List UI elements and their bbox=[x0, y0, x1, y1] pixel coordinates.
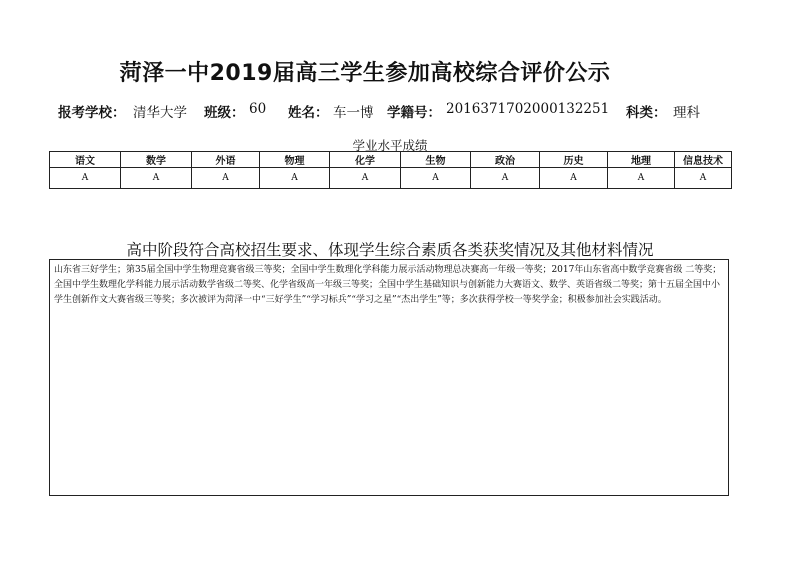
track-value: 理科 bbox=[673, 105, 700, 121]
grades-table bbox=[49, 151, 732, 189]
score-cell: A bbox=[471, 168, 540, 189]
subject-header-row bbox=[50, 152, 732, 168]
subject-header: 外语 bbox=[192, 152, 260, 168]
subject-header: 历史 bbox=[540, 152, 608, 168]
score-cell: A bbox=[608, 168, 675, 189]
name-value: 车一博 bbox=[333, 105, 374, 121]
id-label: 学籍号： bbox=[387, 105, 441, 121]
awards-content: 山东省三好学生；第35届全国中学生物理竞赛省级三等奖；全国中学生数理化学科能力展示活动物理总决赛高一年级一等奖；2017年山东省高中数学竞赛省级 二等奖；全国中学生数理化学科能力展示活动数学省级二等奖、化学省级高一年级三等奖；全国中学生基础知识与创新能力大赛语文、数学、英语省级二等奖；第十五届全国中小学生创新作文大赛省级三等奖；多次被评为菏泽一中“三好学生”“学习标兵”“学习之星”“杰出学生”等；多次获得学校一等奖学金；积极参加社会实践活动。 bbox=[49, 259, 729, 496]
subject-header: 语文 bbox=[50, 152, 121, 168]
score-cell: A bbox=[540, 168, 608, 189]
score-cell: A bbox=[260, 168, 330, 189]
grades-section-title: 学业水平成绩 bbox=[352, 138, 428, 153]
score-cell: A bbox=[192, 168, 260, 189]
subject-header: 物理 bbox=[260, 152, 330, 168]
class-label: 班级： bbox=[204, 105, 245, 121]
subject-header: 生物 bbox=[401, 152, 471, 168]
class-value: 60 bbox=[249, 101, 267, 117]
score-cell: A bbox=[675, 168, 732, 189]
score-cell: A bbox=[330, 168, 401, 189]
id-value: 2016371702000132251 bbox=[446, 101, 610, 117]
score-row bbox=[50, 168, 732, 189]
school-label: 报考学校： bbox=[58, 105, 126, 121]
score-cell: A bbox=[401, 168, 471, 189]
page-title: 菏泽一中2019届高三学生参加高校综合评价公示 bbox=[119, 61, 611, 86]
subject-header: 信息技术 bbox=[675, 152, 732, 168]
subject-header: 数学 bbox=[121, 152, 192, 168]
student-info bbox=[0, 101, 800, 123]
school-value: 清华大学 bbox=[133, 105, 187, 121]
subject-header: 政治 bbox=[471, 152, 540, 168]
subject-header: 化学 bbox=[330, 152, 401, 168]
subject-header: 地理 bbox=[608, 152, 675, 168]
score-cell: A bbox=[121, 168, 192, 189]
name-label: 姓名： bbox=[288, 105, 329, 121]
track-label: 科类： bbox=[626, 105, 667, 121]
score-cell: A bbox=[50, 168, 121, 189]
awards-section-title: 高中阶段符合高校招生要求、体现学生综合素质各类获奖情况及其他材料情况 bbox=[126, 241, 654, 259]
